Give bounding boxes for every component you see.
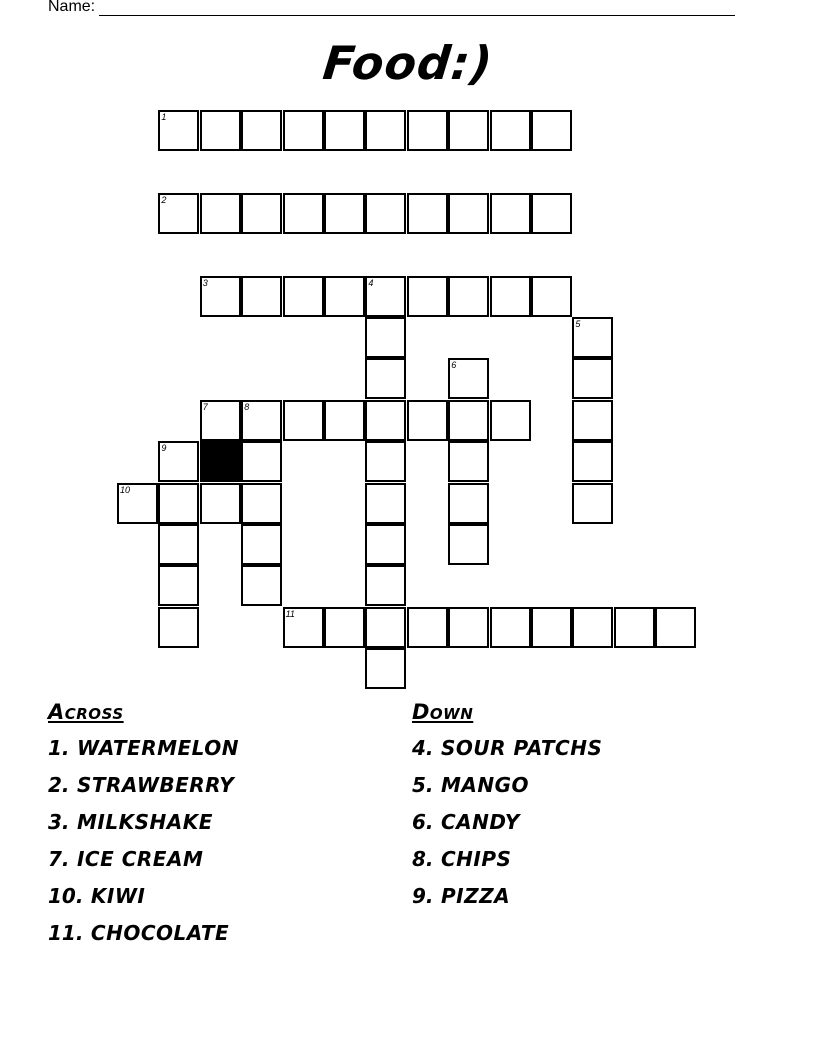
across-clue — [48, 804, 239, 841]
crossword-cell[interactable] — [448, 524, 489, 565]
clue-number: 2 — [161, 194, 167, 205]
across-clue-list — [48, 730, 239, 952]
crossword-cell[interactable] — [200, 276, 241, 317]
crossword-cell[interactable] — [365, 607, 406, 648]
crossword-cell[interactable] — [365, 524, 406, 565]
clue-text: STRAWBERRY — [76, 773, 235, 797]
crossword-cell[interactable] — [490, 607, 531, 648]
clue-number-label: 6. — [412, 810, 434, 834]
name-label: Name: — [48, 0, 96, 15]
crossword-cell[interactable] — [241, 110, 282, 151]
clue-number: 4 — [368, 277, 374, 288]
crossword-cell[interactable] — [324, 400, 365, 441]
crossword-cell[interactable] — [572, 317, 613, 358]
crossword-cell[interactable] — [324, 607, 365, 648]
down-clue-list — [412, 730, 602, 915]
crossword-cell[interactable] — [531, 276, 572, 317]
clue-text: CHOCOLATE — [90, 921, 230, 945]
clue-number: 8 — [244, 401, 250, 412]
clue-number: 7 — [202, 401, 208, 412]
crossword-cell[interactable] — [365, 400, 406, 441]
crossword-cell[interactable] — [365, 110, 406, 151]
clue-text: SOUR PATCHS — [440, 736, 603, 760]
crossword-cell[interactable] — [283, 400, 324, 441]
crossword-cell[interactable] — [448, 110, 489, 151]
crossword-cell[interactable] — [241, 400, 282, 441]
across-clues — [48, 700, 239, 952]
crossword-cell[interactable] — [158, 483, 199, 524]
clue-number: 11 — [285, 608, 295, 619]
crossword-cell[interactable] — [407, 400, 448, 441]
clue-text: WATERMELON — [76, 736, 239, 760]
crossword-cell[interactable] — [324, 193, 365, 234]
crossword-cell[interactable] — [365, 648, 406, 689]
clue-number-label: 1. — [48, 736, 70, 760]
crossword-cell[interactable] — [283, 276, 324, 317]
clue-number-label: 9. — [412, 884, 434, 908]
crossword-cell[interactable] — [365, 276, 406, 317]
down-heading: Down — [412, 700, 474, 724]
crossword-block — [200, 441, 241, 482]
crossword-cell[interactable] — [655, 607, 696, 648]
crossword-cell[interactable] — [407, 276, 448, 317]
clue-text: MANGO — [440, 773, 530, 797]
down-clue — [412, 878, 602, 915]
crossword-cell[interactable] — [158, 524, 199, 565]
crossword-cell[interactable] — [407, 193, 448, 234]
down-clues — [412, 700, 602, 915]
crossword-cell[interactable] — [241, 483, 282, 524]
crossword-cell[interactable] — [365, 441, 406, 482]
crossword-cell[interactable] — [614, 607, 655, 648]
crossword-cell[interactable] — [448, 607, 489, 648]
across-heading: Across — [48, 700, 124, 724]
crossword-cell[interactable] — [531, 193, 572, 234]
down-clue — [412, 804, 602, 841]
crossword-cell[interactable] — [283, 110, 324, 151]
clue-text: MILKSHAKE — [76, 810, 213, 834]
down-clue — [412, 730, 602, 767]
crossword-cell[interactable] — [448, 400, 489, 441]
crossword-cell[interactable] — [283, 193, 324, 234]
crossword-cell[interactable] — [365, 193, 406, 234]
clue-number-label: 11. — [48, 921, 84, 945]
crossword-cell[interactable] — [448, 193, 489, 234]
clue-number: 3 — [202, 277, 208, 288]
crossword-cell[interactable] — [241, 276, 282, 317]
crossword-cell[interactable] — [572, 358, 613, 399]
crossword-cell[interactable] — [200, 110, 241, 151]
crossword-cell[interactable] — [365, 317, 406, 358]
crossword-cell[interactable] — [158, 607, 199, 648]
crossword-cell[interactable] — [490, 400, 531, 441]
crossword-cell[interactable] — [158, 110, 199, 151]
crossword-cell[interactable] — [572, 400, 613, 441]
clue-text: ICE CREAM — [76, 847, 204, 871]
crossword-cell[interactable] — [324, 110, 365, 151]
clue-number-label: 4. — [412, 736, 434, 760]
crossword-cell[interactable] — [448, 358, 489, 399]
clue-text: CHIPS — [440, 847, 512, 871]
crossword-cell[interactable] — [241, 565, 282, 606]
crossword-cell[interactable] — [365, 358, 406, 399]
crossword-cell[interactable] — [407, 607, 448, 648]
clue-number-label: 5. — [412, 773, 434, 797]
across-clue — [48, 841, 239, 878]
across-clue — [48, 767, 239, 804]
crossword-cell[interactable] — [241, 441, 282, 482]
crossword-cell[interactable] — [283, 607, 324, 648]
crossword-cell[interactable] — [490, 276, 531, 317]
clue-number-label: 2. — [48, 773, 70, 797]
down-clue — [412, 767, 602, 804]
clue-text: PIZZA — [440, 884, 511, 908]
crossword-cell[interactable] — [448, 441, 489, 482]
crossword-cell[interactable] — [200, 193, 241, 234]
clue-number: 5 — [575, 319, 581, 329]
crossword-cell[interactable] — [200, 483, 241, 524]
crossword-cell[interactable] — [158, 441, 199, 482]
clue-number-label: 7. — [48, 847, 70, 871]
clue-number-label: 3. — [48, 810, 70, 834]
crossword-cell[interactable] — [241, 193, 282, 234]
crossword-cell[interactable] — [241, 524, 282, 565]
crossword-cell[interactable] — [448, 483, 489, 524]
clue-number-label: 8. — [412, 847, 434, 871]
crossword-cell[interactable] — [572, 483, 613, 524]
clue-number: 9 — [161, 443, 167, 454]
crossword-cell[interactable] — [324, 276, 365, 317]
crossword-cell[interactable] — [117, 483, 158, 524]
crossword-cell[interactable] — [448, 276, 489, 317]
clue-number: 1 — [161, 112, 167, 122]
clue-number-label: 10. — [48, 884, 84, 908]
crossword-cell[interactable] — [572, 607, 613, 648]
clue-text: CANDY — [440, 810, 520, 834]
crossword-cell[interactable] — [200, 400, 241, 441]
page-title: Food:) — [320, 36, 496, 90]
crossword-cell[interactable] — [407, 110, 448, 151]
clue-number: 10 — [120, 484, 131, 495]
crossword-cell[interactable] — [365, 483, 406, 524]
across-clue — [48, 878, 239, 915]
crossword-cell[interactable] — [365, 565, 406, 606]
crossword-cell[interactable] — [158, 565, 199, 606]
clue-text: KIWI — [90, 884, 146, 908]
down-clue — [412, 841, 602, 878]
across-clue — [48, 730, 239, 767]
across-clue — [48, 915, 239, 952]
crossword-cell[interactable] — [531, 110, 572, 151]
clue-number: 6 — [451, 360, 457, 371]
crossword-cell[interactable] — [158, 193, 199, 234]
crossword-cell[interactable] — [572, 441, 613, 482]
crossword-cell[interactable] — [490, 110, 531, 151]
crossword-cell[interactable] — [490, 193, 531, 234]
crossword-cell[interactable] — [531, 607, 572, 648]
